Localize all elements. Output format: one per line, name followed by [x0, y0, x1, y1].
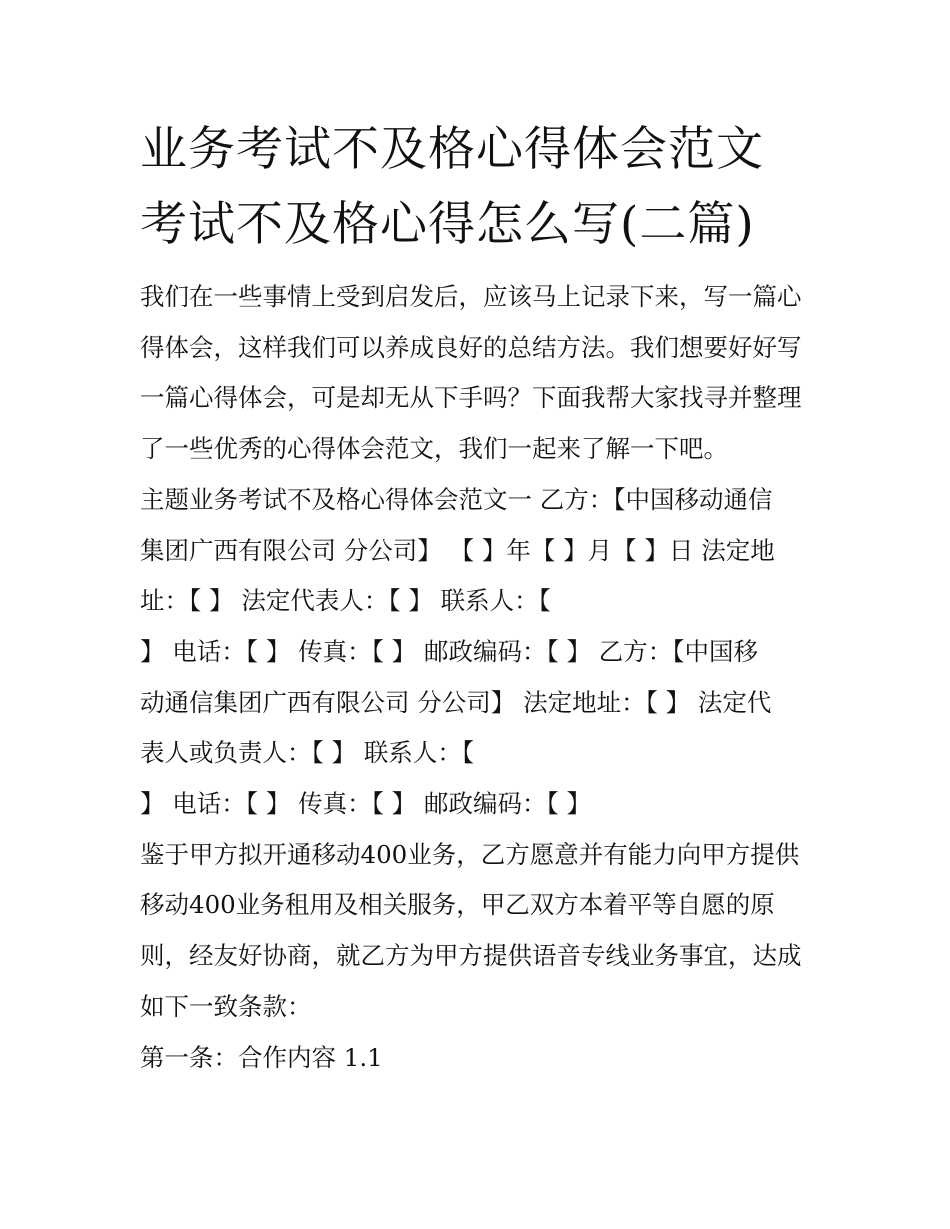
text-line: 得体会，这样我们可以养成良好的总结方法。我们想要好好写 — [140, 332, 802, 362]
text-line: 了一些优秀的心得体会范文，我们一起来了解一下吧。 — [140, 434, 728, 464]
text-line: 一篇心得体会，可是却无从下手吗？下面我帮大家找寻并整理 — [140, 383, 802, 413]
text-line: 主题业务考试不及格心得体会范文一 乙方：【中国移动通信 — [140, 484, 773, 514]
text-line: 鉴于甲方拟开通移动400业务，乙方愿意并有能力向甲方提供 — [140, 839, 800, 869]
text-line: 动通信集团广西有限公司 分公司】 法定地址：【 】 法定代 — [140, 687, 772, 717]
text-line: 第一条：合作内容 1.1 — [140, 1042, 383, 1072]
article-paragraph — [140, 1033, 815, 1084]
text-line: 址：【 】 法定代表人：【 】 联系人：【 — [140, 586, 551, 616]
text-line: 】 电话：【 】 传真：【 】 邮政编码：【 】 — [140, 789, 591, 819]
terms-paragraph — [140, 830, 815, 1033]
document-page — [140, 112, 815, 1083]
text-line: 我们在一些事情上受到启发后，应该马上记录下来，写一篇心 — [140, 282, 802, 311]
text-line: 如下一致条款： — [140, 991, 312, 1021]
text-line: 则，经友好协商，就乙方为甲方提供语音专线业务事宜，达成 — [140, 941, 802, 971]
contract-paragraph — [140, 475, 815, 830]
text-line: 】 电话：【 】 传真：【 】 邮政编码：【 】 乙方：【中国移 — [140, 636, 759, 666]
text-line: 集团广西有限公司 分公司】 【 】年【 】月【 】日 法定地 — [140, 535, 775, 565]
title-line-1: 业务考试不及格心得体会范文 — [140, 122, 764, 177]
title-line-2: 考试不及格心得怎么写(二篇) — [140, 197, 755, 252]
intro-paragraph — [140, 272, 815, 475]
document-title — [140, 112, 815, 262]
text-line: 表人或负责人：【 】 联系人：【 — [140, 738, 475, 768]
text-line: 移动400业务租用及相关服务，甲乙双方本着平等自愿的原 — [140, 890, 775, 920]
